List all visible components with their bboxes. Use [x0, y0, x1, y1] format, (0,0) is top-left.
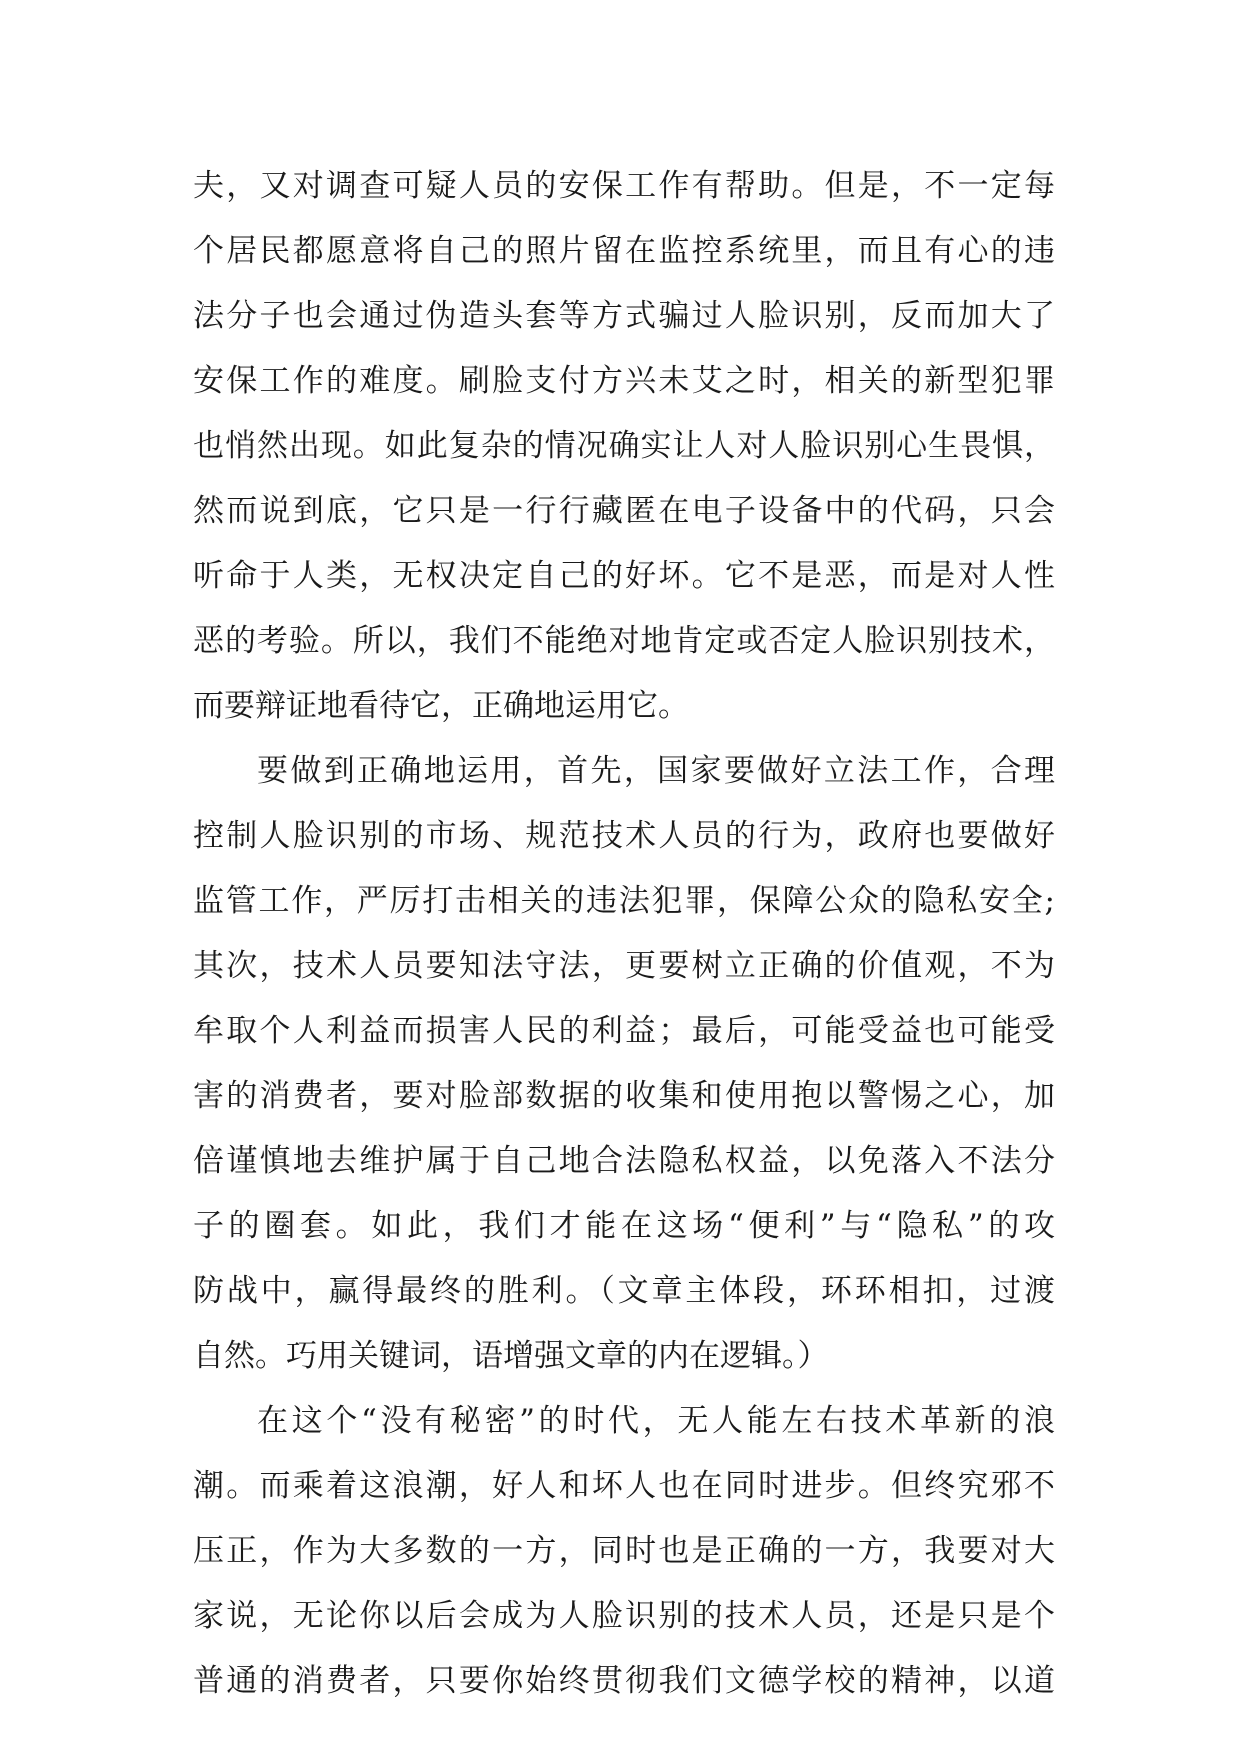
text-line: 自然。巧用关键词，语增强文章的内在逻辑。）	[193, 1338, 829, 1374]
text-line: 法分子也会通过伪造头套等方式骗过人脸识别，反而加大了	[193, 298, 1055, 334]
text-line: 然而说到底，它只是一行行藏匿在电子设备中的代码，只会	[193, 493, 1055, 529]
text-line: 在这个“没有秘密”的时代，无人能左右技术革新的浪	[257, 1403, 1055, 1439]
text-line: 监管工作，严厉打击相关的违法犯罪，保障公众的隐私安全;	[193, 883, 1055, 919]
text-line: 普通的消费者，只要你始终贯彻我们文德学校的精神，以道	[193, 1663, 1055, 1699]
text-line: 潮。而乘着这浪潮，好人和坏人也在同时进步。但终究邪不	[193, 1468, 1055, 1504]
text-line: 也悄然出现。如此复杂的情况确实让人对人脸识别心生畏惧，	[193, 428, 1055, 464]
text-line: 听命于人类，无权决定自己的好坏。它不是恶，而是对人性	[193, 558, 1055, 594]
text-line: 害的消费者，要对脸部数据的收集和使用抱以警惕之心，加	[193, 1078, 1055, 1114]
text-line: 防战中，赢得最终的胜利。（文章主体段，环环相扣，过渡	[193, 1273, 1055, 1309]
text-line: 安保工作的难度。刷脸支付方兴未艾之时，相关的新型犯罪	[193, 363, 1055, 399]
text-line: 控制人脸识别的市场、规范技术人员的行为，政府也要做好	[193, 818, 1055, 854]
text-line: 个居民都愿意将自己的照片留在监控系统里，而且有心的违	[193, 233, 1055, 269]
text-line: 子的圈套。如此，我们才能在这场“便利”与“隐私”的攻	[193, 1208, 1055, 1244]
text-line: 要做到正确地运用，首先，国家要做好立法工作，合理	[257, 753, 1055, 789]
text-line: 而要辩证地看待它，正确地运用它。	[193, 688, 689, 724]
text-line: 其次，技术人员要知法守法，更要树立正确的价值观，不为	[193, 948, 1055, 984]
body-text	[193, 154, 1055, 1714]
text-line: 牟取个人利益而损害人民的利益；最后，可能受益也可能受	[193, 1013, 1055, 1049]
text-line: 倍谨慎地去维护属于自己地合法隐私权益，以免落入不法分	[193, 1143, 1055, 1179]
text-line: 恶的考验。所以，我们不能绝对地肯定或否定人脸识别技术，	[193, 623, 1055, 659]
text-line: 压正，作为大多数的一方，同时也是正确的一方，我要对大	[193, 1533, 1055, 1569]
text-line: 家说，无论你以后会成为人脸识别的技术人员，还是只是个	[193, 1598, 1055, 1634]
text-line: 夫，又对调查可疑人员的安保工作有帮助。但是，不一定每	[193, 168, 1055, 204]
